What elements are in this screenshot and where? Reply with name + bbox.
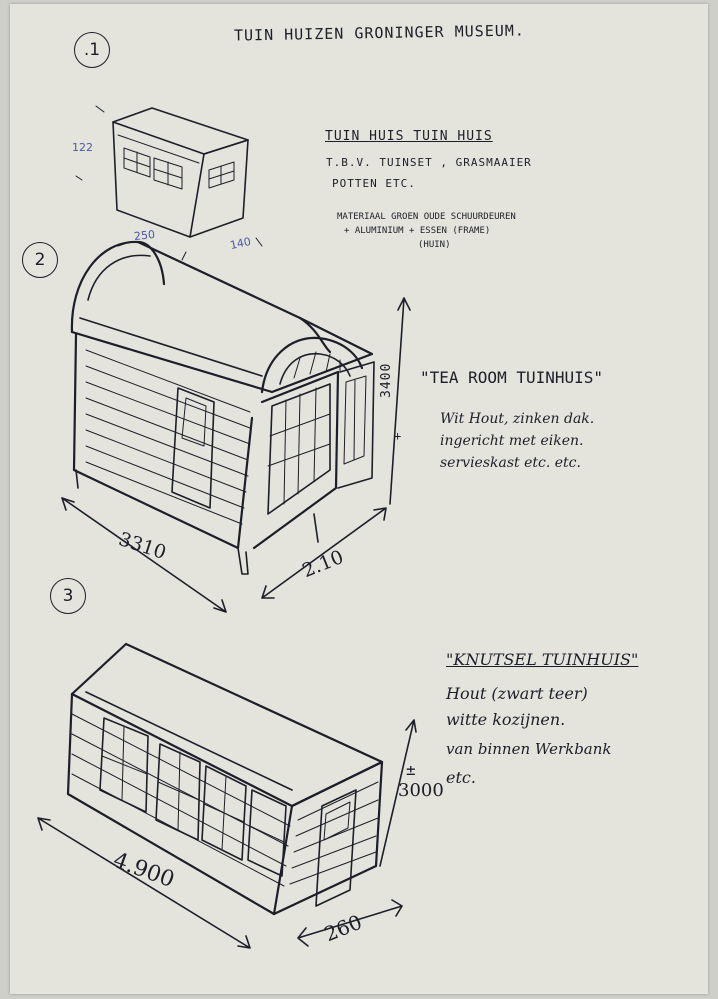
section-3-dimension-depth: 260 xyxy=(320,909,366,947)
sketch-1-small-shed xyxy=(76,106,262,260)
section-3-note-line-4: etc. xyxy=(446,768,476,787)
section-3-title: "KNUTSEL TUINHUIS" xyxy=(446,650,639,669)
section-3-dimension-height-prefix: ± xyxy=(406,760,417,779)
section-1-note-line-2: POTTEN ETC. xyxy=(332,177,416,190)
section-2-dimension-height-prefix: + xyxy=(394,429,403,443)
section-3-dimension-height: 3000 xyxy=(398,780,444,801)
section-1-title: TUIN HUIS TUIN HUIS xyxy=(325,129,493,144)
section-2-number: 2 xyxy=(22,242,58,278)
section-1-note-line-5: (HUIN) xyxy=(418,240,451,250)
sketch-2-tea-room xyxy=(62,242,410,612)
section-1-dimension-depth: 140 xyxy=(228,234,253,253)
section-1-dimension-height: 122 xyxy=(72,141,93,154)
section-2-note-line-3: servieskast etc. etc. xyxy=(440,455,581,471)
section-2-note-line-2: ingericht met eiken. xyxy=(440,433,584,449)
section-2-dimension-length: 3310 xyxy=(115,528,169,564)
section-1-note-line-4: + ALUMINIUM + ESSEN (FRAME) xyxy=(344,226,491,236)
section-3-dimension-length: 4.900 xyxy=(109,848,178,894)
section-3-note-line-2: witte kozijnen. xyxy=(446,710,566,729)
page-header: TUIN HUIZEN GRONINGER MUSEUM. xyxy=(233,21,526,45)
section-2-dimension-height: 3400 xyxy=(379,362,394,398)
section-1-note-line-3: MATERIAAL GROEN OUDE SCHUURDEUREN xyxy=(337,212,516,222)
sketch-3-hobby-shed xyxy=(38,644,416,948)
section-1-note-line-1: T.B.V. TUINSET , GRASMAAIER xyxy=(326,156,532,169)
section-3-note-line-3: van binnen Werkbank xyxy=(446,740,612,758)
section-2-note-line-1: Wit Hout, zinken dak. xyxy=(440,411,595,427)
section-3-number: 3 xyxy=(50,578,86,614)
section-1-dimension-width: 250 xyxy=(133,227,156,244)
section-3-note-line-1: Hout (zwart teer) xyxy=(446,684,588,703)
section-2-dimension-depth: 2.10 xyxy=(299,545,347,583)
section-1-number: .1 xyxy=(74,32,110,68)
section-2-title: "TEA ROOM TUINHUIS" xyxy=(420,368,604,387)
